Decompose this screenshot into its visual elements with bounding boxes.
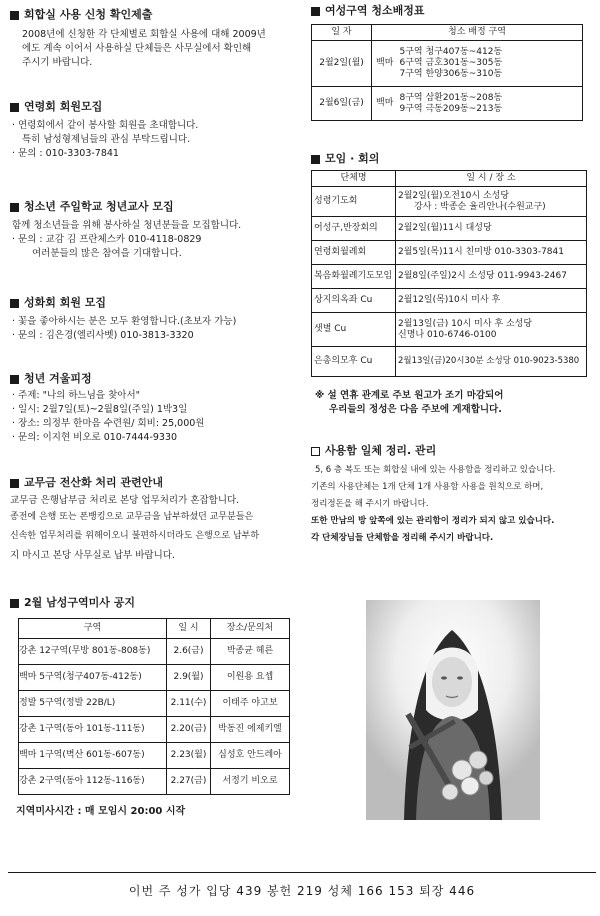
table-row — [19, 665, 290, 691]
table-cell — [398, 41, 583, 87]
table-header: 단체명 — [312, 171, 396, 187]
meetings-table — [311, 170, 587, 377]
bullet-square-icon — [10, 599, 19, 608]
cleaning-table — [311, 24, 583, 121]
hymn-footer: 이번 주 성가 입당 439 봉헌 219 성체 166 153 퇴장 446 — [128, 884, 476, 898]
table-row — [312, 241, 587, 265]
table-row — [312, 87, 583, 121]
body-text: 지 마시고 본당 사무실로 납부 바랍니다. — [10, 550, 175, 561]
table-cell: 2월8일(주일)2시 소성당 011-9943-2467 — [396, 265, 587, 289]
table-header: 청소 배정 구역 — [372, 25, 583, 41]
table-header: 장소/문의처 — [211, 619, 290, 639]
table-cell: 복음화월례기도모임 — [312, 265, 396, 289]
meeting-detail: 강사 : 박종순 율리안나(수원교구) — [414, 201, 546, 212]
table-cell: 정발 5구역(정발 22B/L) — [19, 691, 167, 717]
table-cell: 이원용 요셉 — [211, 665, 290, 691]
body-text: 5, 6 층 복도 또는 회합실 내에 있는 사용함을 정리하고 있습니다. — [315, 465, 556, 475]
bullet-square-icon — [10, 203, 19, 212]
table-cell — [396, 313, 587, 347]
body-text: · 문의 : 김은경(엘리사벳) 010-3813-3320 — [12, 330, 194, 341]
table-cell: 2월13일(금)20시30분 소성당 010-9023-5380 — [396, 347, 587, 377]
body-text: 주시기 바랍니다. — [22, 57, 93, 68]
body-text: 또한 만남의 방 앞쪽에 있는 관리함이 정리가 되지 않고 있습니다. — [311, 516, 555, 526]
body-text: · 꽃을 좋아하시는 분은 모두 환영합니다.(초보자 가능) — [12, 316, 237, 327]
table-cell: 2월2일(월)11시 대성당 — [396, 217, 587, 241]
body-text: 기존의 사용단체는 1개 단체 1개 사용함 사용을 원칙으로 하며, — [311, 482, 544, 492]
body-text: 종전에 은행 또는 폰뱅킹으로 교무금을 납부하셨던 교무분들은 — [10, 512, 254, 522]
table-cell: 2.11(수) — [167, 691, 211, 717]
table-cell: 상지의옥좌 Cu — [312, 289, 396, 313]
section-cleaning-schedule — [311, 4, 593, 121]
footer-divider — [8, 872, 596, 873]
body-text: · 연령회에서 같이 봉사할 회원을 초대합니다. — [12, 120, 199, 131]
table-cell: 심성호 안드레아 — [211, 743, 290, 769]
bullet-square-icon — [10, 299, 19, 308]
table-cell: 2.9(월) — [167, 665, 211, 691]
section-flower-club — [10, 296, 300, 343]
section-title: 2월 남성구역미사 공지 — [24, 596, 135, 609]
list-item: 5구역 청구407동~412동 — [399, 47, 503, 57]
table-row — [19, 691, 290, 717]
table-header: 일 시 — [167, 619, 211, 639]
body-text: · 문의 : 교감 김 프란체스카 010-4118-0829 — [12, 234, 202, 245]
table-cell: 백마 — [372, 41, 398, 87]
table-cell: 백마 1구역(벽산 601동-607동) — [19, 743, 167, 769]
table-cell: 2월5일(목)11시 친미방 010-3303-7841 — [396, 241, 587, 265]
section-title: 연령회 회원모집 — [24, 100, 103, 113]
section-offering-notice — [10, 476, 300, 565]
body-text: · 주제: "나의 하느님을 찾아서" — [12, 390, 140, 401]
table-cell: 2월12일(목)10시 미사 후 — [396, 289, 587, 313]
men-mass-table — [18, 618, 290, 795]
body-text: 정리정돈을 해 주시기 바랍니다. — [311, 499, 429, 509]
bullet-square-icon — [10, 479, 19, 488]
section-locker-cleanup — [311, 444, 593, 547]
section-title: 청년 겨울피정 — [24, 372, 92, 385]
table-cell: 2월2일(월) — [312, 41, 372, 87]
body-text: · 문의 : 010-3303-7841 — [12, 148, 119, 159]
table-cell: 어성구,반장회의 — [312, 217, 396, 241]
table-cell: 2월6일(금) — [312, 87, 372, 121]
body-text: 신속한 업무처리를 위해이오니 불편하시더라도 은행으로 납부하 — [10, 531, 260, 541]
mass-time-note: 지역미사시간 : 매 모임시 20:00 시작 — [16, 806, 186, 817]
body-text: 교무금 은행납부금 처리로 본당 업무처리가 혼잡합니다. — [10, 495, 240, 506]
body-text: 각 단체장님들 단체함을 정리해 주시기 바랍니다. — [311, 533, 494, 543]
meeting-detail: 신명나 010-6746-0100 — [398, 329, 497, 340]
body-text: 여러분들의 많은 참여을 기대합니다. — [32, 248, 182, 259]
table-cell: 2.20(금) — [167, 717, 211, 743]
table-cell: 강촌 2구역(동아 112동-116동) — [19, 769, 167, 795]
section-youth-teacher — [10, 200, 300, 261]
list-item: 9구역 극동209동~213동 — [399, 103, 503, 114]
section-title: 교무금 전산화 처리 관련안내 — [24, 476, 163, 489]
body-text: 에도 계속 이어서 사용하실 단체들은 사무실에서 확인해 — [22, 43, 252, 54]
deadline-notice: 우리들의 정성은 다음 주보에 게재합니다. — [329, 404, 502, 415]
table-cell: 강촌 12구역(무방 801동-808동) — [19, 639, 167, 665]
table-row — [19, 769, 290, 795]
table-cell: 샛별 Cu — [312, 313, 396, 347]
table-row — [19, 743, 290, 769]
table-row — [312, 289, 587, 313]
table-row — [19, 717, 290, 743]
table-cell: 연령회월례회 — [312, 241, 396, 265]
table-row — [312, 347, 587, 377]
body-text: · 장소: 의정부 한마음 수련원/ 회비: 25,000원 — [12, 418, 205, 429]
table-cell: 은총의모후 Cu — [312, 347, 396, 377]
bullet-square-icon — [311, 7, 320, 16]
table-row — [312, 187, 587, 217]
bullet-square-icon — [311, 447, 320, 456]
body-text: 특히 남성형제님들의 관심 부탁드립니다. — [22, 134, 191, 145]
table-cell: 2.6(금) — [167, 639, 211, 665]
bullet-square-icon — [10, 375, 19, 384]
section-title: 성화회 회원 모집 — [24, 296, 107, 309]
table-cell: 백마 — [372, 87, 398, 121]
body-text: 2008년에 신청한 각 단체별로 회합실 사용에 대해 2009년 — [22, 29, 266, 40]
table-cell: 2.23(월) — [167, 743, 211, 769]
table-cell: 박동진 에제키엘 — [211, 717, 290, 743]
meeting-detail: 2월2일(월)오전10시 소성당 — [398, 190, 510, 201]
body-text: · 일시: 2월7일(토)~2월8일(주일) 1박3일 — [12, 404, 188, 415]
section-title: 여성구역 청소배정표 — [325, 4, 425, 17]
bullet-square-icon — [10, 11, 19, 20]
deadline-notice: ※ 설 연휴 관계로 주보 원고가 조기 마감되어 — [315, 390, 504, 401]
table-row — [312, 313, 587, 347]
table-row — [312, 217, 587, 241]
section-yeonryeong — [10, 100, 300, 161]
body-text: 함께 청소년들을 위해 봉사하실 청년분들을 모집합니다. — [12, 220, 242, 231]
list-item: 6구역 금호301동~305동 — [399, 58, 503, 68]
bullet-square-icon — [311, 155, 320, 164]
list-item: 8구역 삼환201동~208동 — [399, 92, 503, 103]
body-text: · 문의: 이지현 비오로 010-7444-9330 — [12, 432, 178, 443]
table-cell: 강촌 1구역(동아 101동-111동) — [19, 717, 167, 743]
section-youth-retreat — [10, 372, 300, 445]
table-header: 구역 — [19, 619, 167, 639]
section-men-mass — [10, 596, 300, 819]
table-cell: 성령기도회 — [312, 187, 396, 217]
section-meetings — [311, 152, 593, 417]
list-item: 7구역 한양306동~310동 — [399, 69, 503, 79]
section-title: 회합실 사용 신청 확인제출 — [24, 8, 153, 21]
section-title: 사용함 일체 정리. 관리 — [325, 444, 437, 457]
table-row — [312, 41, 583, 87]
table-row — [312, 265, 587, 289]
section-title: 청소년 주일학교 청년교사 모집 — [24, 200, 174, 213]
table-cell: 서정기 비오로 — [211, 769, 290, 795]
saint-portrait-image — [366, 600, 540, 820]
table-header: 일 자 — [312, 25, 372, 41]
bullet-square-icon — [10, 103, 19, 112]
table-row — [19, 639, 290, 665]
table-cell: 2.27(금) — [167, 769, 211, 795]
meeting-detail: 2월13일(금) 10시 미사 후 소성당 — [398, 318, 533, 329]
section-title: 모임 · 회의 — [325, 152, 380, 165]
table-cell: 이태주 야고보 — [211, 691, 290, 717]
table-cell: 박종균 헤른 — [211, 639, 290, 665]
table-cell: 백마 5구역(청구407동-412동) — [19, 665, 167, 691]
section-room-application — [10, 8, 300, 70]
table-cell — [396, 187, 587, 217]
table-header: 일 시 / 장 소 — [396, 171, 587, 187]
table-cell — [398, 87, 583, 121]
